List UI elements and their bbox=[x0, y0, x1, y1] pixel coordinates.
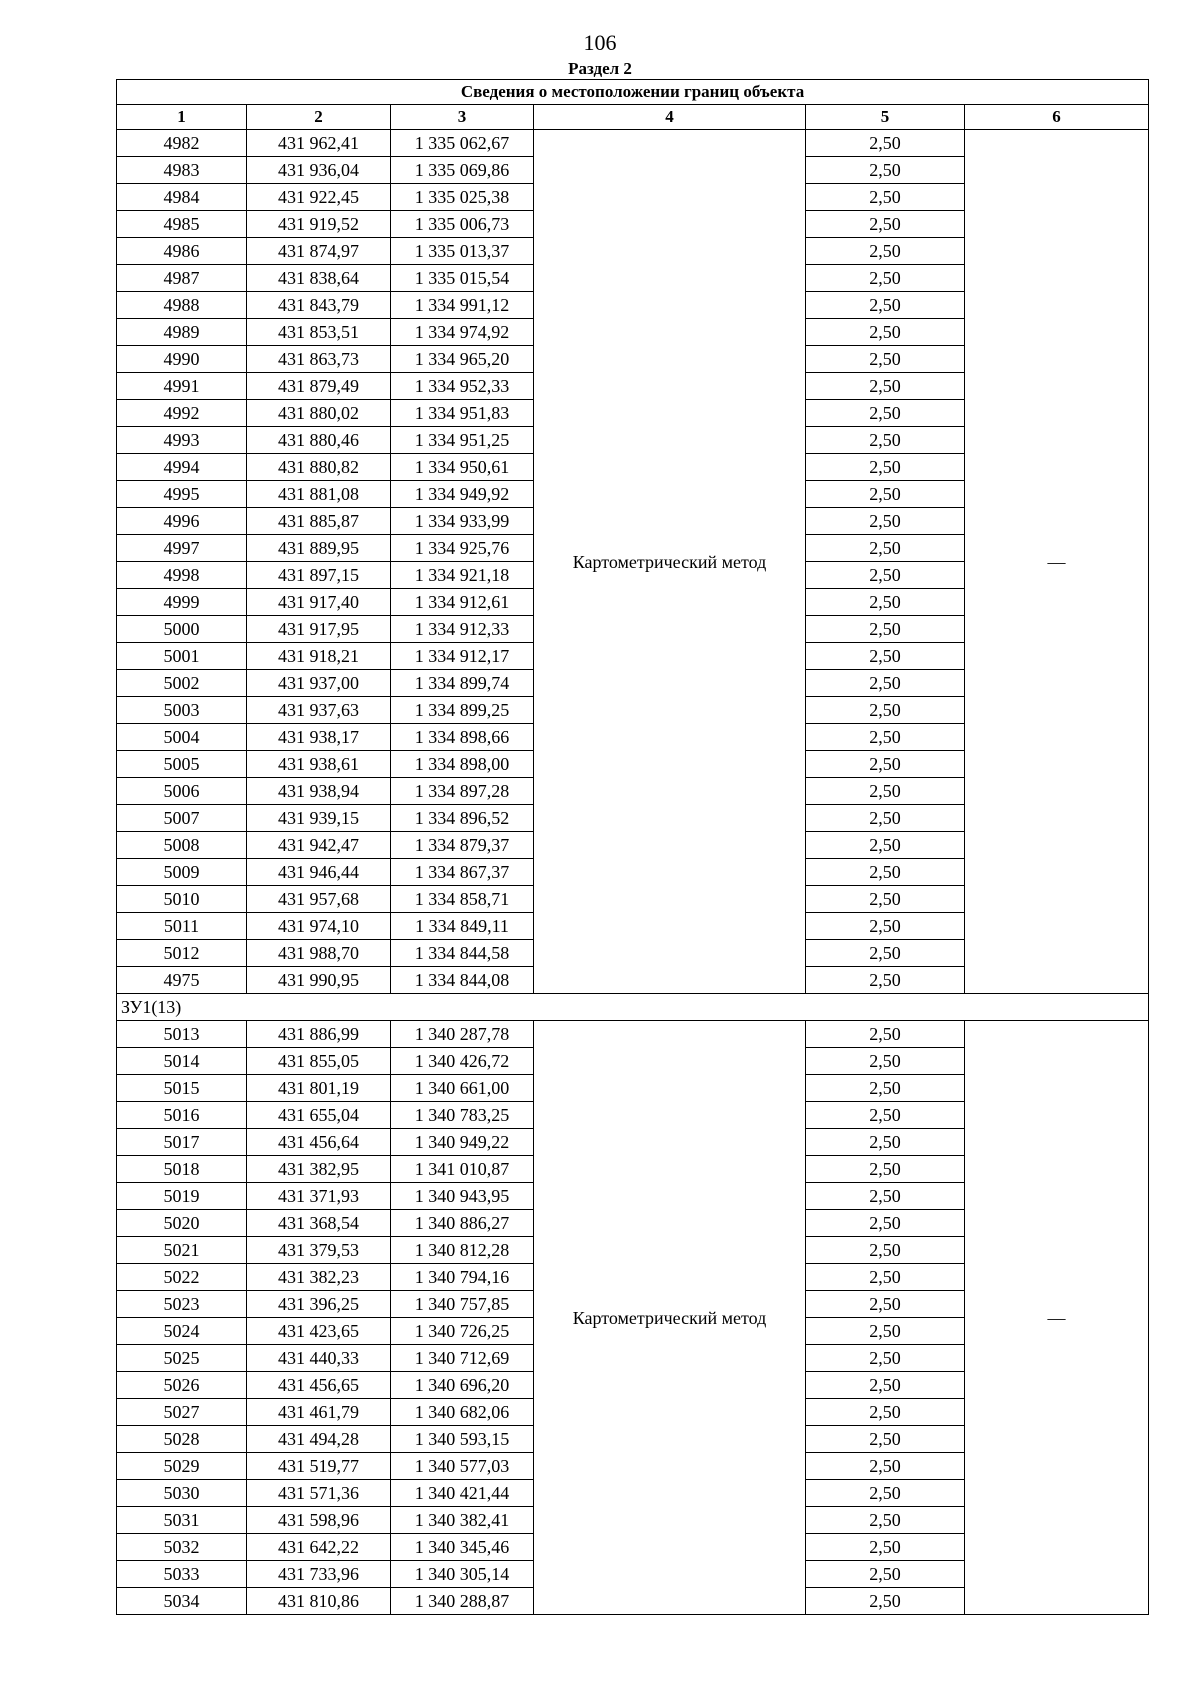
point-number-cell: 4999 bbox=[117, 589, 247, 616]
point-number-cell: 4986 bbox=[117, 238, 247, 265]
table-body bbox=[117, 80, 1149, 1615]
point-number-cell: 5019 bbox=[117, 1183, 247, 1210]
y-coordinate-cell: 1 334 950,61 bbox=[391, 454, 534, 481]
y-coordinate-cell: 1 340 886,27 bbox=[391, 1210, 534, 1237]
x-coordinate-cell: 431 642,22 bbox=[247, 1534, 391, 1561]
y-coordinate-cell: 1 334 991,12 bbox=[391, 292, 534, 319]
point-number-cell: 5007 bbox=[117, 805, 247, 832]
point-number-cell: 5027 bbox=[117, 1399, 247, 1426]
point-number-cell: 5030 bbox=[117, 1480, 247, 1507]
precision-cell: 2,50 bbox=[806, 1102, 965, 1129]
point-number-cell: 4983 bbox=[117, 157, 247, 184]
x-coordinate-cell: 431 461,79 bbox=[247, 1399, 391, 1426]
point-number-cell: 5025 bbox=[117, 1345, 247, 1372]
y-coordinate-cell: 1 334 896,52 bbox=[391, 805, 534, 832]
group-label: ЗУ1(13) bbox=[117, 994, 1149, 1021]
point-number-cell: 5024 bbox=[117, 1318, 247, 1345]
y-coordinate-cell: 1 340 661,00 bbox=[391, 1075, 534, 1102]
y-coordinate-cell: 1 334 949,92 bbox=[391, 481, 534, 508]
y-coordinate-cell: 1 340 426,72 bbox=[391, 1048, 534, 1075]
point-number-cell: 5003 bbox=[117, 697, 247, 724]
y-coordinate-cell: 1 340 288,87 bbox=[391, 1588, 534, 1615]
precision-cell: 2,50 bbox=[806, 751, 965, 778]
y-coordinate-cell: 1 340 757,85 bbox=[391, 1291, 534, 1318]
x-coordinate-cell: 431 598,96 bbox=[247, 1507, 391, 1534]
x-coordinate-cell: 431 440,33 bbox=[247, 1345, 391, 1372]
x-coordinate-cell: 431 880,46 bbox=[247, 427, 391, 454]
description-cell: — bbox=[965, 130, 1149, 994]
y-coordinate-cell: 1 334 899,74 bbox=[391, 670, 534, 697]
y-coordinate-cell: 1 340 949,22 bbox=[391, 1129, 534, 1156]
point-number-cell: 5031 bbox=[117, 1507, 247, 1534]
point-number-cell: 5015 bbox=[117, 1075, 247, 1102]
point-number-cell: 5013 bbox=[117, 1021, 247, 1048]
point-number-cell: 5002 bbox=[117, 670, 247, 697]
y-coordinate-cell: 1 334 925,76 bbox=[391, 535, 534, 562]
y-coordinate-cell: 1 340 287,78 bbox=[391, 1021, 534, 1048]
y-coordinate-cell: 1 334 921,18 bbox=[391, 562, 534, 589]
precision-cell: 2,50 bbox=[806, 454, 965, 481]
point-number-cell: 5011 bbox=[117, 913, 247, 940]
point-number-cell: 5034 bbox=[117, 1588, 247, 1615]
precision-cell: 2,50 bbox=[806, 238, 965, 265]
y-coordinate-cell: 1 334 844,08 bbox=[391, 967, 534, 994]
point-number-cell: 5023 bbox=[117, 1291, 247, 1318]
x-coordinate-cell: 431 655,04 bbox=[247, 1102, 391, 1129]
precision-cell: 2,50 bbox=[806, 1561, 965, 1588]
point-number-cell: 5033 bbox=[117, 1561, 247, 1588]
group-label-row bbox=[117, 994, 1149, 1021]
precision-cell: 2,50 bbox=[806, 805, 965, 832]
method-cell: Картометрический метод bbox=[534, 130, 806, 994]
x-coordinate-cell: 431 382,23 bbox=[247, 1264, 391, 1291]
x-coordinate-cell: 431 990,95 bbox=[247, 967, 391, 994]
precision-cell: 2,50 bbox=[806, 778, 965, 805]
y-coordinate-cell: 1 340 812,28 bbox=[391, 1237, 534, 1264]
point-number-cell: 5006 bbox=[117, 778, 247, 805]
x-coordinate-cell: 431 379,53 bbox=[247, 1237, 391, 1264]
precision-cell: 2,50 bbox=[806, 1021, 965, 1048]
point-number-cell: 5021 bbox=[117, 1237, 247, 1264]
precision-cell: 2,50 bbox=[806, 859, 965, 886]
column-header: 3 bbox=[391, 105, 534, 130]
precision-cell: 2,50 bbox=[806, 373, 965, 400]
precision-cell: 2,50 bbox=[806, 1291, 965, 1318]
precision-cell: 2,50 bbox=[806, 1507, 965, 1534]
y-coordinate-cell: 1 334 912,61 bbox=[391, 589, 534, 616]
x-coordinate-cell: 431 937,63 bbox=[247, 697, 391, 724]
table-row bbox=[117, 1021, 1149, 1048]
point-number-cell: 5012 bbox=[117, 940, 247, 967]
precision-cell: 2,50 bbox=[806, 562, 965, 589]
precision-cell: 2,50 bbox=[806, 1534, 965, 1561]
method-cell: Картометрический метод bbox=[534, 1021, 806, 1615]
point-number-cell: 4994 bbox=[117, 454, 247, 481]
y-coordinate-cell: 1 334 912,17 bbox=[391, 643, 534, 670]
point-number-cell: 4988 bbox=[117, 292, 247, 319]
precision-cell: 2,50 bbox=[806, 1453, 965, 1480]
point-number-cell: 4993 bbox=[117, 427, 247, 454]
x-coordinate-cell: 431 423,65 bbox=[247, 1318, 391, 1345]
x-coordinate-cell: 431 801,19 bbox=[247, 1075, 391, 1102]
y-coordinate-cell: 1 334 898,66 bbox=[391, 724, 534, 751]
x-coordinate-cell: 431 855,05 bbox=[247, 1048, 391, 1075]
precision-cell: 2,50 bbox=[806, 1237, 965, 1264]
table-caption: Сведения о местоположении границ объекта bbox=[117, 80, 1149, 105]
table-row bbox=[117, 130, 1149, 157]
x-coordinate-cell: 431 571,36 bbox=[247, 1480, 391, 1507]
precision-cell: 2,50 bbox=[806, 130, 965, 157]
precision-cell: 2,50 bbox=[806, 346, 965, 373]
point-number-cell: 5008 bbox=[117, 832, 247, 859]
x-coordinate-cell: 431 810,86 bbox=[247, 1588, 391, 1615]
precision-cell: 2,50 bbox=[806, 1372, 965, 1399]
x-coordinate-cell: 431 843,79 bbox=[247, 292, 391, 319]
precision-cell: 2,50 bbox=[806, 913, 965, 940]
point-number-cell: 5018 bbox=[117, 1156, 247, 1183]
precision-cell: 2,50 bbox=[806, 184, 965, 211]
point-number-cell: 4982 bbox=[117, 130, 247, 157]
precision-cell: 2,50 bbox=[806, 697, 965, 724]
point-number-cell: 5014 bbox=[117, 1048, 247, 1075]
x-coordinate-cell: 431 368,54 bbox=[247, 1210, 391, 1237]
y-coordinate-cell: 1 334 898,00 bbox=[391, 751, 534, 778]
x-coordinate-cell: 431 874,97 bbox=[247, 238, 391, 265]
precision-cell: 2,50 bbox=[806, 427, 965, 454]
y-coordinate-cell: 1 340 794,16 bbox=[391, 1264, 534, 1291]
x-coordinate-cell: 431 957,68 bbox=[247, 886, 391, 913]
y-coordinate-cell: 1 334 952,33 bbox=[391, 373, 534, 400]
precision-cell: 2,50 bbox=[806, 1480, 965, 1507]
precision-cell: 2,50 bbox=[806, 643, 965, 670]
y-coordinate-cell: 1 334 951,25 bbox=[391, 427, 534, 454]
precision-cell: 2,50 bbox=[806, 265, 965, 292]
x-coordinate-cell: 431 494,28 bbox=[247, 1426, 391, 1453]
x-coordinate-cell: 431 863,73 bbox=[247, 346, 391, 373]
precision-cell: 2,50 bbox=[806, 1183, 965, 1210]
x-coordinate-cell: 431 733,96 bbox=[247, 1561, 391, 1588]
page-number: 106 bbox=[583, 30, 617, 55]
point-number-cell: 5020 bbox=[117, 1210, 247, 1237]
x-coordinate-cell: 431 853,51 bbox=[247, 319, 391, 346]
precision-cell: 2,50 bbox=[806, 832, 965, 859]
precision-cell: 2,50 bbox=[806, 508, 965, 535]
y-coordinate-cell: 1 340 726,25 bbox=[391, 1318, 534, 1345]
column-header: 1 bbox=[117, 105, 247, 130]
y-coordinate-cell: 1 335 025,38 bbox=[391, 184, 534, 211]
point-number-cell: 5001 bbox=[117, 643, 247, 670]
x-coordinate-cell: 431 897,15 bbox=[247, 562, 391, 589]
precision-cell: 2,50 bbox=[806, 967, 965, 994]
x-coordinate-cell: 431 371,93 bbox=[247, 1183, 391, 1210]
precision-cell: 2,50 bbox=[806, 1129, 965, 1156]
x-coordinate-cell: 431 880,82 bbox=[247, 454, 391, 481]
x-coordinate-cell: 431 938,61 bbox=[247, 751, 391, 778]
point-number-cell: 4997 bbox=[117, 535, 247, 562]
precision-cell: 2,50 bbox=[806, 940, 965, 967]
x-coordinate-cell: 431 962,41 bbox=[247, 130, 391, 157]
boundary-coordinates-table bbox=[116, 79, 1149, 1615]
column-header: 2 bbox=[247, 105, 391, 130]
precision-cell: 2,50 bbox=[806, 481, 965, 508]
precision-cell: 2,50 bbox=[806, 1156, 965, 1183]
precision-cell: 2,50 bbox=[806, 1345, 965, 1372]
x-coordinate-cell: 431 936,04 bbox=[247, 157, 391, 184]
precision-cell: 2,50 bbox=[806, 724, 965, 751]
x-coordinate-cell: 431 938,17 bbox=[247, 724, 391, 751]
x-coordinate-cell: 431 396,25 bbox=[247, 1291, 391, 1318]
point-number-cell: 5029 bbox=[117, 1453, 247, 1480]
y-coordinate-cell: 1 334 844,58 bbox=[391, 940, 534, 967]
point-number-cell: 5005 bbox=[117, 751, 247, 778]
y-coordinate-cell: 1 340 712,69 bbox=[391, 1345, 534, 1372]
table-caption-row bbox=[117, 80, 1149, 105]
y-coordinate-cell: 1 335 006,73 bbox=[391, 211, 534, 238]
point-number-cell: 5028 bbox=[117, 1426, 247, 1453]
x-coordinate-cell: 431 919,52 bbox=[247, 211, 391, 238]
y-coordinate-cell: 1 335 069,86 bbox=[391, 157, 534, 184]
point-number-cell: 5016 bbox=[117, 1102, 247, 1129]
precision-cell: 2,50 bbox=[806, 1399, 965, 1426]
point-number-cell: 4984 bbox=[117, 184, 247, 211]
x-coordinate-cell: 431 974,10 bbox=[247, 913, 391, 940]
y-coordinate-cell: 1 334 867,37 bbox=[391, 859, 534, 886]
point-number-cell: 5009 bbox=[117, 859, 247, 886]
x-coordinate-cell: 431 946,44 bbox=[247, 859, 391, 886]
y-coordinate-cell: 1 334 965,20 bbox=[391, 346, 534, 373]
x-coordinate-cell: 431 939,15 bbox=[247, 805, 391, 832]
precision-cell: 2,50 bbox=[806, 319, 965, 346]
column-header: 6 bbox=[965, 105, 1149, 130]
point-number-cell: 5000 bbox=[117, 616, 247, 643]
y-coordinate-cell: 1 334 858,71 bbox=[391, 886, 534, 913]
precision-cell: 2,50 bbox=[806, 1588, 965, 1615]
point-number-cell: 4995 bbox=[117, 481, 247, 508]
precision-cell: 2,50 bbox=[806, 616, 965, 643]
column-header: 5 bbox=[806, 105, 965, 130]
point-number-cell: 5010 bbox=[117, 886, 247, 913]
x-coordinate-cell: 431 942,47 bbox=[247, 832, 391, 859]
precision-cell: 2,50 bbox=[806, 886, 965, 913]
y-coordinate-cell: 1 334 849,11 bbox=[391, 913, 534, 940]
column-header: 4 bbox=[534, 105, 806, 130]
x-coordinate-cell: 431 889,95 bbox=[247, 535, 391, 562]
y-coordinate-cell: 1 340 345,46 bbox=[391, 1534, 534, 1561]
y-coordinate-cell: 1 340 696,20 bbox=[391, 1372, 534, 1399]
y-coordinate-cell: 1 334 933,99 bbox=[391, 508, 534, 535]
x-coordinate-cell: 431 838,64 bbox=[247, 265, 391, 292]
column-header-row bbox=[117, 105, 1149, 130]
point-number-cell: 4996 bbox=[117, 508, 247, 535]
x-coordinate-cell: 431 885,87 bbox=[247, 508, 391, 535]
precision-cell: 2,50 bbox=[806, 1048, 965, 1075]
y-coordinate-cell: 1 335 013,37 bbox=[391, 238, 534, 265]
description-cell: — bbox=[965, 1021, 1149, 1615]
x-coordinate-cell: 431 456,65 bbox=[247, 1372, 391, 1399]
point-number-cell: 5032 bbox=[117, 1534, 247, 1561]
precision-cell: 2,50 bbox=[806, 292, 965, 319]
y-coordinate-cell: 1 340 421,44 bbox=[391, 1480, 534, 1507]
precision-cell: 2,50 bbox=[806, 1075, 965, 1102]
x-coordinate-cell: 431 886,99 bbox=[247, 1021, 391, 1048]
section-title: Раздел 2 bbox=[568, 59, 632, 78]
y-coordinate-cell: 1 335 062,67 bbox=[391, 130, 534, 157]
precision-cell: 2,50 bbox=[806, 535, 965, 562]
x-coordinate-cell: 431 880,02 bbox=[247, 400, 391, 427]
x-coordinate-cell: 431 519,77 bbox=[247, 1453, 391, 1480]
point-number-cell: 5022 bbox=[117, 1264, 247, 1291]
x-coordinate-cell: 431 382,95 bbox=[247, 1156, 391, 1183]
point-number-cell: 4998 bbox=[117, 562, 247, 589]
precision-cell: 2,50 bbox=[806, 211, 965, 238]
point-number-cell: 5026 bbox=[117, 1372, 247, 1399]
x-coordinate-cell: 431 456,64 bbox=[247, 1129, 391, 1156]
y-coordinate-cell: 1 341 010,87 bbox=[391, 1156, 534, 1183]
point-number-cell: 4992 bbox=[117, 400, 247, 427]
x-coordinate-cell: 431 879,49 bbox=[247, 373, 391, 400]
precision-cell: 2,50 bbox=[806, 400, 965, 427]
precision-cell: 2,50 bbox=[806, 1318, 965, 1345]
y-coordinate-cell: 1 334 912,33 bbox=[391, 616, 534, 643]
y-coordinate-cell: 1 340 305,14 bbox=[391, 1561, 534, 1588]
point-number-cell: 5004 bbox=[117, 724, 247, 751]
precision-cell: 2,50 bbox=[806, 670, 965, 697]
point-number-cell: 4990 bbox=[117, 346, 247, 373]
y-coordinate-cell: 1 340 943,95 bbox=[391, 1183, 534, 1210]
x-coordinate-cell: 431 938,94 bbox=[247, 778, 391, 805]
y-coordinate-cell: 1 335 015,54 bbox=[391, 265, 534, 292]
y-coordinate-cell: 1 334 897,28 bbox=[391, 778, 534, 805]
x-coordinate-cell: 431 917,40 bbox=[247, 589, 391, 616]
y-coordinate-cell: 1 340 382,41 bbox=[391, 1507, 534, 1534]
point-number-cell: 4991 bbox=[117, 373, 247, 400]
y-coordinate-cell: 1 334 974,92 bbox=[391, 319, 534, 346]
y-coordinate-cell: 1 340 577,03 bbox=[391, 1453, 534, 1480]
precision-cell: 2,50 bbox=[806, 1426, 965, 1453]
y-coordinate-cell: 1 340 682,06 bbox=[391, 1399, 534, 1426]
y-coordinate-cell: 1 334 951,83 bbox=[391, 400, 534, 427]
y-coordinate-cell: 1 334 899,25 bbox=[391, 697, 534, 724]
x-coordinate-cell: 431 988,70 bbox=[247, 940, 391, 967]
x-coordinate-cell: 431 922,45 bbox=[247, 184, 391, 211]
y-coordinate-cell: 1 334 879,37 bbox=[391, 832, 534, 859]
point-number-cell: 4987 bbox=[117, 265, 247, 292]
x-coordinate-cell: 431 917,95 bbox=[247, 616, 391, 643]
y-coordinate-cell: 1 340 783,25 bbox=[391, 1102, 534, 1129]
point-number-cell: 4985 bbox=[117, 211, 247, 238]
x-coordinate-cell: 431 918,21 bbox=[247, 643, 391, 670]
precision-cell: 2,50 bbox=[806, 157, 965, 184]
y-coordinate-cell: 1 340 593,15 bbox=[391, 1426, 534, 1453]
x-coordinate-cell: 431 881,08 bbox=[247, 481, 391, 508]
point-number-cell: 4975 bbox=[117, 967, 247, 994]
point-number-cell: 4989 bbox=[117, 319, 247, 346]
precision-cell: 2,50 bbox=[806, 1264, 965, 1291]
precision-cell: 2,50 bbox=[806, 589, 965, 616]
x-coordinate-cell: 431 937,00 bbox=[247, 670, 391, 697]
point-number-cell: 5017 bbox=[117, 1129, 247, 1156]
precision-cell: 2,50 bbox=[806, 1210, 965, 1237]
